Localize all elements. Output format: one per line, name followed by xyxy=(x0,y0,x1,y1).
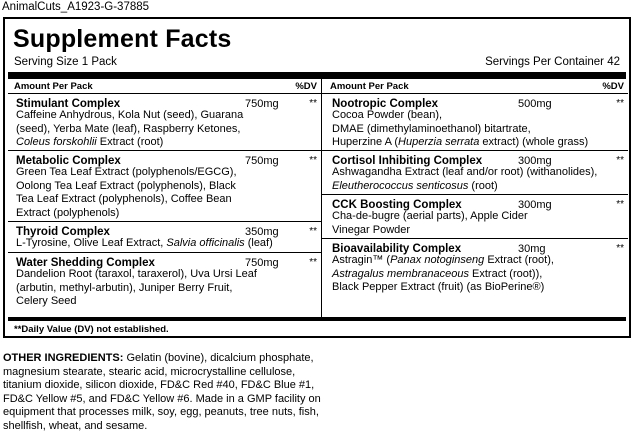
right-column-header xyxy=(322,79,628,94)
thick-divider xyxy=(8,72,626,79)
ingredient-line: Cha-de-bugre (aerial parts), Apple Cider xyxy=(332,210,528,222)
nootropic-complex xyxy=(322,94,628,151)
supplement-facts-panel xyxy=(3,17,631,338)
ingredient-text: (leaf) xyxy=(244,237,273,249)
ingredient-line: Black Pepper Extract (fruit) (as BioPerine®) xyxy=(332,281,545,293)
ingredient-italic: Coleus forskohlii xyxy=(16,136,97,148)
panel-title: Supplement Facts xyxy=(13,25,232,53)
complex-amount: 350mg xyxy=(245,226,279,238)
ingredient-text: extract) (whole grass) xyxy=(479,136,589,148)
ingredient-line: (seed), Yerba Mate (leaf), Raspberry Ketones, xyxy=(16,122,241,135)
left-column-header xyxy=(8,79,321,94)
other-ingredients xyxy=(3,352,323,434)
ingredient-text: L-Tyrosine, Olive Leaf Extract, xyxy=(16,237,167,249)
ingredient-line xyxy=(16,136,321,150)
other-ingredients-text: Gelatin (bovine), dicalcium phosphate, magnesium stearate, stearic acid, microcrystalline cellulose, titanium dioxide, silicon dioxide, FD&C Red #40, FD&C Blue #1, FD&C Yellow #5, and FD&C Yellow #6. Made in a GMP facility on equipment that processes milk, soy, egg, peanuts, tree nuts, fish, shellfish, wheat, and sesame. xyxy=(3,352,321,432)
cck-boosting-complex xyxy=(322,195,628,239)
ingredient-text: (root) xyxy=(468,179,498,192)
complex-name: CCK Boosting Complex xyxy=(332,199,462,211)
complex-amount: 750mg xyxy=(245,257,279,269)
complex-dv: ** xyxy=(616,155,624,166)
water-shedding-complex xyxy=(8,253,321,310)
thyroid-complex xyxy=(8,222,321,253)
ingredient-line: (arbutin, methyl-arbutin), Juniper Berry Fruit, xyxy=(16,281,233,294)
ingredient-line xyxy=(332,180,628,194)
ingredient-line: Celery Seed xyxy=(16,295,77,307)
ingredient-line: Tea Leaf Extract (polyphenols), Coffee Bean xyxy=(16,193,232,205)
document-id: AnimalCuts_A1923-G-37885 xyxy=(2,1,150,13)
ingredient-line xyxy=(332,268,628,282)
complex-dv: ** xyxy=(309,155,317,166)
complex-name: Water Shedding Complex xyxy=(16,257,155,269)
complex-dv: ** xyxy=(616,243,624,254)
complex-dv: ** xyxy=(616,199,624,210)
ingredient-italic: Astragalus membranaceous xyxy=(332,267,469,280)
bioavailability-complex xyxy=(322,239,628,296)
ingredient-line: Green Tea Leaf Extract (polyphenols/EGCG), xyxy=(16,166,237,178)
ingredient-line: Oolong Tea Leaf Extract (polyphenols), Black xyxy=(16,179,236,192)
ingredient-line: Dandelion Root (taraxol, taraxerol), Uva Ursi Leaf xyxy=(16,268,257,280)
other-ingredients-label: OTHER INGREDIENTS: xyxy=(3,352,124,364)
ingredient-text: Extract (root), xyxy=(484,254,554,266)
complex-name: Nootropic Complex xyxy=(332,98,439,110)
complex-amount: 300mg xyxy=(518,155,552,167)
ingredient-text: Extract (root)), xyxy=(468,267,543,280)
complex-dv: ** xyxy=(309,98,317,109)
ingredient-line: Extract (polyphenols) xyxy=(16,206,120,219)
complex-dv: ** xyxy=(616,98,624,109)
amount-per-pack-label: Amount Per Pack xyxy=(330,81,409,92)
ingredient-italic: Panax notoginseng xyxy=(390,254,485,266)
complex-name: Stimulant Complex xyxy=(16,98,121,110)
dv-header: %DV xyxy=(602,81,624,92)
complex-amount: 500mg xyxy=(518,98,552,110)
ingredient-italic: Eleutherococcus senticosus xyxy=(332,179,469,192)
ingredient-italic: Salvia officinalis xyxy=(166,237,245,249)
ingredient-line: Vinegar Powder xyxy=(332,223,411,236)
ingredient-text: Extract (root) xyxy=(96,136,164,148)
complex-amount: 30mg xyxy=(518,243,546,255)
ingredient-text: Huperzine A ( xyxy=(332,136,399,148)
ingredient-line: Caffeine Anhydrous, Kola Nut (seed), Guarana xyxy=(16,109,244,121)
dv-header: %DV xyxy=(295,81,317,92)
complex-name: Metabolic Complex xyxy=(16,155,121,167)
metabolic-complex xyxy=(8,151,321,222)
cortisol-inhibiting-complex xyxy=(322,151,628,195)
ingredient-italic: Huperzia serrata xyxy=(398,136,480,148)
ingredient-line: DMAE (dimethylaminoethanol) bitartrate, xyxy=(332,122,531,135)
complex-dv: ** xyxy=(309,257,317,268)
dv-footnote: **Daily Value (DV) not established. xyxy=(14,324,169,335)
complex-amount: 750mg xyxy=(245,98,279,110)
ingredient-text: Astragin™ ( xyxy=(332,254,391,266)
complex-amount: 300mg xyxy=(518,199,552,211)
stimulant-complex xyxy=(8,94,321,151)
complex-dv: ** xyxy=(309,226,317,237)
complex-name: Bioavailability Complex xyxy=(332,243,462,255)
ingredient-line: Ashwagandha Extract (leaf and/or root) (withanolides), xyxy=(332,166,598,178)
complex-amount: 750mg xyxy=(245,155,279,167)
servings-per-container: Servings Per Container 42 xyxy=(485,56,620,68)
ingredient-line xyxy=(332,136,628,150)
bottom-divider xyxy=(8,317,626,321)
complex-name: Thyroid Complex xyxy=(16,226,110,238)
serving-size: Serving Size 1 Pack xyxy=(14,56,117,68)
amount-per-pack-label: Amount Per Pack xyxy=(14,81,93,92)
right-column xyxy=(321,79,628,318)
left-column xyxy=(8,79,321,310)
complex-name: Cortisol Inhibiting Complex xyxy=(332,155,483,167)
ingredient-line: Cocoa Powder (bean), xyxy=(332,109,443,121)
